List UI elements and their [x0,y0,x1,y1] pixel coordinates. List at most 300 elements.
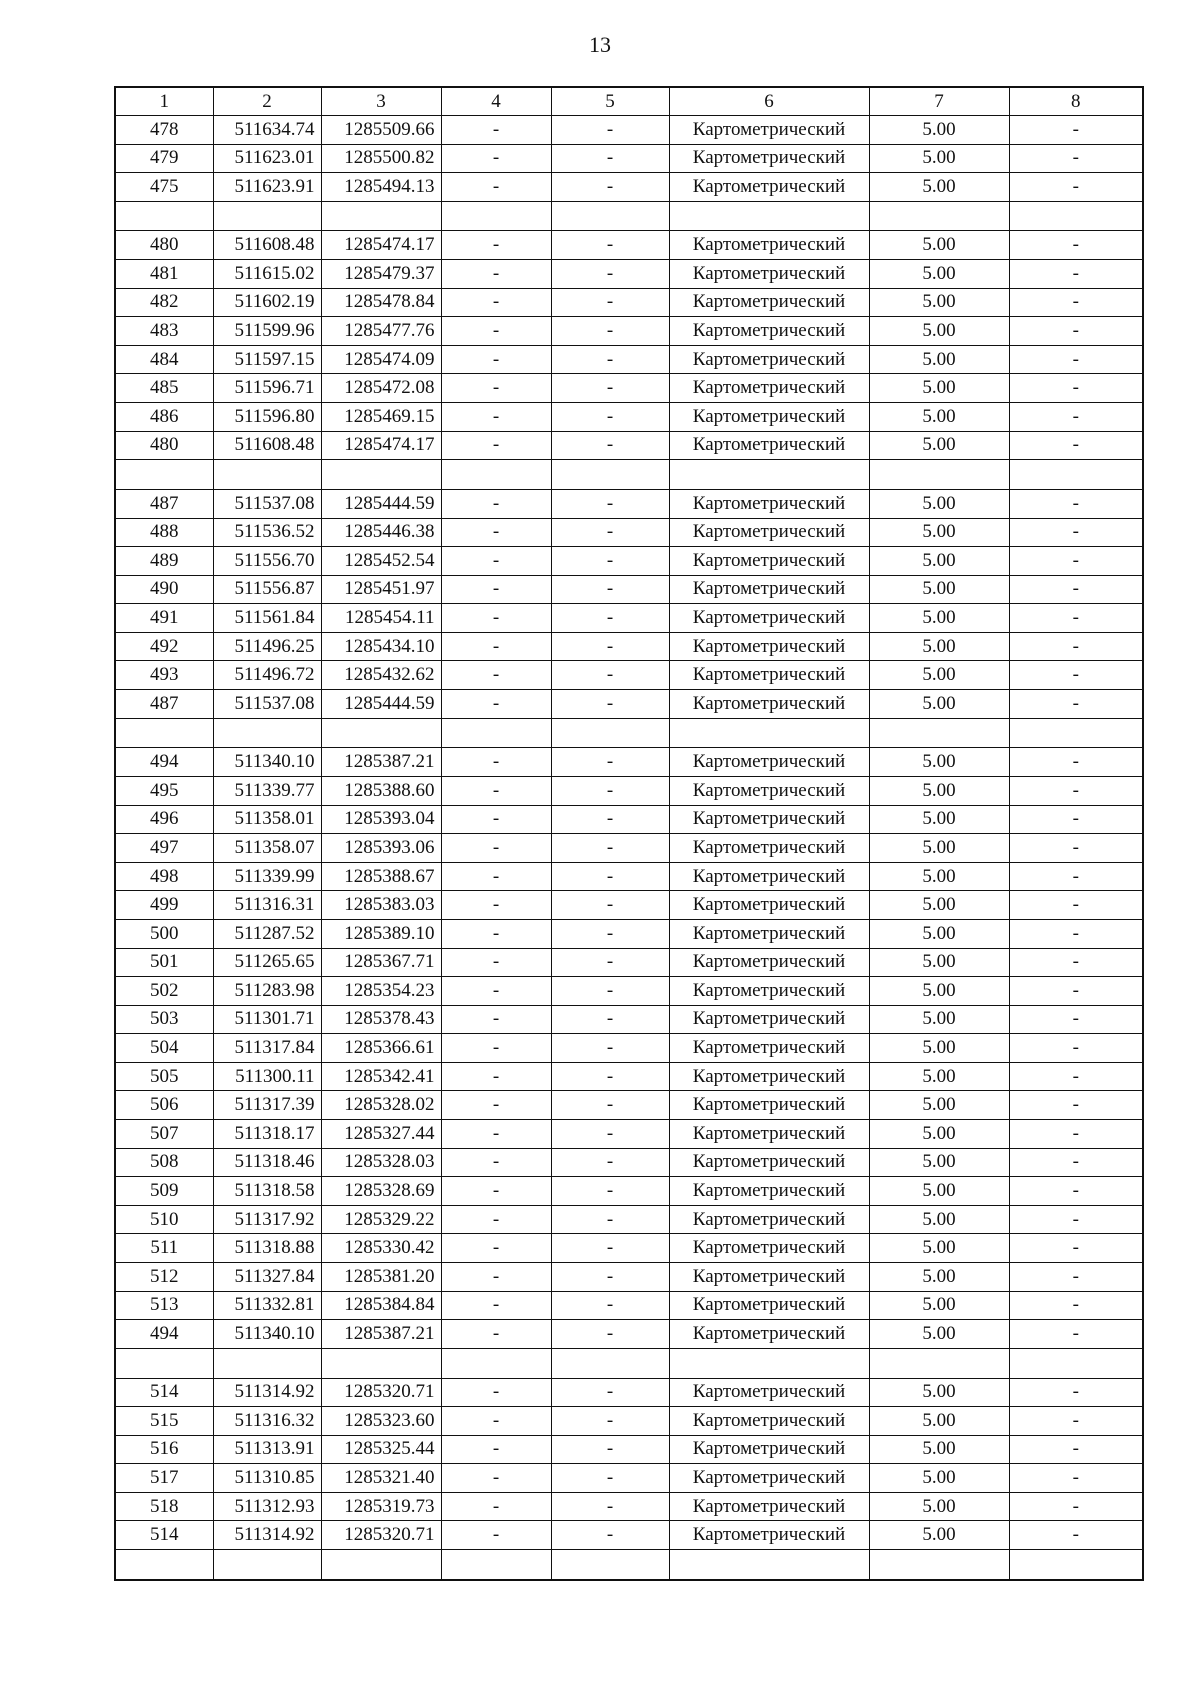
y-coordinate-cell: 1285477.76 [321,317,441,346]
y-coordinate-cell: 1285319.73 [321,1492,441,1521]
y-coordinate-cell: 1285469.15 [321,403,441,432]
empty-cell [441,201,551,231]
y-coordinate-cell: 1285454.11 [321,604,441,633]
point-number-cell: 500 [115,919,213,948]
y-coordinate-cell: 1285479.37 [321,260,441,289]
column-5-cell: - [551,891,669,920]
accuracy-cell: 5.00 [869,891,1009,920]
column-4-cell: - [441,317,551,346]
column-8-cell: - [1009,1492,1143,1521]
x-coordinate-cell: 511313.91 [213,1435,321,1464]
x-coordinate-cell: 511283.98 [213,977,321,1006]
empty-cell [115,718,213,748]
x-coordinate-cell: 511537.08 [213,489,321,518]
table-row [115,1263,1143,1292]
point-number-cell: 493 [115,661,213,690]
method-cell: Картометрический [669,1378,869,1407]
point-number-cell: 483 [115,317,213,346]
point-number-cell: 498 [115,862,213,891]
column-4-cell: - [441,919,551,948]
column-4-cell: - [441,834,551,863]
point-number-cell: 518 [115,1492,213,1521]
point-number-cell: 502 [115,977,213,1006]
method-cell: Картометрический [669,403,869,432]
x-coordinate-cell: 511556.70 [213,547,321,576]
accuracy-cell: 5.00 [869,116,1009,145]
x-coordinate-cell: 511496.25 [213,632,321,661]
empty-cell [321,460,441,490]
y-coordinate-cell: 1285432.62 [321,661,441,690]
column-8-cell: - [1009,231,1143,260]
empty-cell [1009,718,1143,748]
point-number-cell: 497 [115,834,213,863]
table-row [115,1407,1143,1436]
x-coordinate-cell: 511300.11 [213,1062,321,1091]
y-coordinate-cell: 1285330.42 [321,1234,441,1263]
y-coordinate-cell: 1285446.38 [321,518,441,547]
x-coordinate-cell: 511327.84 [213,1263,321,1292]
table-row [115,431,1143,460]
method-cell: Картометрический [669,690,869,719]
column-8-cell: - [1009,1234,1143,1263]
point-number-cell: 481 [115,260,213,289]
column-5-cell: - [551,173,669,202]
accuracy-cell: 5.00 [869,288,1009,317]
x-coordinate-cell: 511358.01 [213,805,321,834]
column-4-cell: - [441,260,551,289]
table-separator-row [115,1550,1143,1580]
x-coordinate-cell: 511332.81 [213,1291,321,1320]
empty-cell [551,201,669,231]
x-coordinate-cell: 511358.07 [213,834,321,863]
column-8-cell: - [1009,345,1143,374]
column-8-cell: - [1009,1521,1143,1550]
accuracy-cell: 5.00 [869,1492,1009,1521]
y-coordinate-cell: 1285393.04 [321,805,441,834]
accuracy-cell: 5.00 [869,489,1009,518]
accuracy-cell: 5.00 [869,1034,1009,1063]
column-8-cell: - [1009,1205,1143,1234]
table-row [115,1291,1143,1320]
method-cell: Картометрический [669,1263,869,1292]
column-5-cell: - [551,1521,669,1550]
method-cell: Картометрический [669,317,869,346]
x-coordinate-cell: 511596.71 [213,374,321,403]
column-4-cell: - [441,374,551,403]
empty-cell [869,201,1009,231]
empty-cell [441,460,551,490]
method-cell: Картометрический [669,345,869,374]
y-coordinate-cell: 1285367.71 [321,948,441,977]
column-4-cell: - [441,231,551,260]
method-cell: Картометрический [669,116,869,145]
table-row [115,547,1143,576]
table-row [115,977,1143,1006]
empty-cell [321,1550,441,1580]
column-8-cell: - [1009,1291,1143,1320]
column-8-cell: - [1009,317,1143,346]
column-5-cell: - [551,805,669,834]
x-coordinate-cell: 511301.71 [213,1005,321,1034]
empty-cell [669,1348,869,1378]
point-number-cell: 487 [115,690,213,719]
empty-cell [115,201,213,231]
x-coordinate-cell: 511597.15 [213,345,321,374]
method-cell: Картометрический [669,1205,869,1234]
y-coordinate-cell: 1285328.69 [321,1177,441,1206]
method-cell: Картометрический [669,374,869,403]
method-cell: Картометрический [669,547,869,576]
accuracy-cell: 5.00 [869,518,1009,547]
accuracy-cell: 5.00 [869,776,1009,805]
y-coordinate-cell: 1285478.84 [321,288,441,317]
point-number-cell: 514 [115,1521,213,1550]
accuracy-cell: 5.00 [869,144,1009,173]
column-4-cell: - [441,891,551,920]
empty-cell [869,1550,1009,1580]
column-8-cell: - [1009,891,1143,920]
table-separator-row [115,201,1143,231]
accuracy-cell: 5.00 [869,1378,1009,1407]
empty-cell [115,1550,213,1580]
table-row [115,1034,1143,1063]
accuracy-cell: 5.00 [869,748,1009,777]
y-coordinate-cell: 1285388.67 [321,862,441,891]
column-5-cell: - [551,144,669,173]
point-number-cell: 484 [115,345,213,374]
y-coordinate-cell: 1285474.17 [321,231,441,260]
table-row [115,1148,1143,1177]
method-cell: Картометрический [669,977,869,1006]
column-5-cell: - [551,604,669,633]
column-8-cell: - [1009,575,1143,604]
column-4-cell: - [441,748,551,777]
empty-cell [213,1550,321,1580]
accuracy-cell: 5.00 [869,1234,1009,1263]
empty-cell [441,1348,551,1378]
method-cell: Картометрический [669,1320,869,1349]
table-row [115,575,1143,604]
method-cell: Картометрический [669,1120,869,1149]
header-cell: 2 [213,87,321,116]
column-8-cell: - [1009,431,1143,460]
column-8-cell: - [1009,1464,1143,1493]
y-coordinate-cell: 1285451.97 [321,575,441,604]
x-coordinate-cell: 511314.92 [213,1521,321,1550]
column-4-cell: - [441,1320,551,1349]
column-8-cell: - [1009,977,1143,1006]
y-coordinate-cell: 1285474.17 [321,431,441,460]
column-8-cell: - [1009,260,1143,289]
point-number-cell: 499 [115,891,213,920]
column-8-cell: - [1009,173,1143,202]
method-cell: Картометрический [669,1091,869,1120]
point-number-cell: 478 [115,116,213,145]
column-5-cell: - [551,661,669,690]
x-coordinate-cell: 511314.92 [213,1378,321,1407]
y-coordinate-cell: 1285328.03 [321,1148,441,1177]
column-4-cell: - [441,977,551,1006]
column-5-cell: - [551,116,669,145]
column-8-cell: - [1009,144,1143,173]
table-row [115,173,1143,202]
column-8-cell: - [1009,1091,1143,1120]
column-8-cell: - [1009,661,1143,690]
accuracy-cell: 5.00 [869,575,1009,604]
x-coordinate-cell: 511316.31 [213,891,321,920]
method-cell: Картометрический [669,231,869,260]
table-row [115,1378,1143,1407]
empty-cell [869,1348,1009,1378]
empty-cell [1009,460,1143,490]
column-8-cell: - [1009,690,1143,719]
accuracy-cell: 5.00 [869,948,1009,977]
method-cell: Картометрический [669,1521,869,1550]
column-4-cell: - [441,403,551,432]
empty-cell [1009,1348,1143,1378]
column-8-cell: - [1009,919,1143,948]
method-cell: Картометрический [669,1407,869,1436]
empty-cell [669,460,869,490]
accuracy-cell: 5.00 [869,834,1009,863]
column-5-cell: - [551,834,669,863]
column-4-cell: - [441,1492,551,1521]
y-coordinate-cell: 1285444.59 [321,690,441,719]
empty-cell [1009,201,1143,231]
column-5-cell: - [551,1291,669,1320]
y-coordinate-cell: 1285325.44 [321,1435,441,1464]
x-coordinate-cell: 511318.88 [213,1234,321,1263]
column-8-cell: - [1009,805,1143,834]
accuracy-cell: 5.00 [869,805,1009,834]
method-cell: Картометрический [669,575,869,604]
column-4-cell: - [441,288,551,317]
method-cell: Картометрический [669,144,869,173]
empty-cell [869,460,1009,490]
y-coordinate-cell: 1285320.71 [321,1378,441,1407]
table-row [115,862,1143,891]
method-cell: Картометрический [669,1005,869,1034]
header-cell: 5 [551,87,669,116]
empty-cell [669,718,869,748]
point-number-cell: 512 [115,1263,213,1292]
column-8-cell: - [1009,948,1143,977]
empty-cell [441,1550,551,1580]
x-coordinate-cell: 511623.01 [213,144,321,173]
accuracy-cell: 5.00 [869,260,1009,289]
column-5-cell: - [551,1120,669,1149]
column-8-cell: - [1009,116,1143,145]
method-cell: Картометрический [669,834,869,863]
column-5-cell: - [551,518,669,547]
column-5-cell: - [551,1407,669,1436]
accuracy-cell: 5.00 [869,862,1009,891]
column-5-cell: - [551,1464,669,1493]
column-8-cell: - [1009,1148,1143,1177]
y-coordinate-cell: 1285474.09 [321,345,441,374]
column-4-cell: - [441,1234,551,1263]
column-5-cell: - [551,1378,669,1407]
column-4-cell: - [441,1263,551,1292]
column-5-cell: - [551,1263,669,1292]
empty-cell [213,718,321,748]
table-row [115,489,1143,518]
method-cell: Картометрический [669,1492,869,1521]
empty-cell [321,201,441,231]
x-coordinate-cell: 511265.65 [213,948,321,977]
point-number-cell: 489 [115,547,213,576]
y-coordinate-cell: 1285321.40 [321,1464,441,1493]
header-cell: 6 [669,87,869,116]
y-coordinate-cell: 1285366.61 [321,1034,441,1063]
column-5-cell: - [551,317,669,346]
y-coordinate-cell: 1285388.60 [321,776,441,805]
x-coordinate-cell: 511608.48 [213,431,321,460]
column-5-cell: - [551,575,669,604]
column-5-cell: - [551,632,669,661]
method-cell: Картометрический [669,862,869,891]
column-5-cell: - [551,977,669,1006]
column-4-cell: - [441,948,551,977]
table-row [115,1005,1143,1034]
column-5-cell: - [551,345,669,374]
column-4-cell: - [441,489,551,518]
column-4-cell: - [441,1091,551,1120]
accuracy-cell: 5.00 [869,1148,1009,1177]
column-8-cell: - [1009,862,1143,891]
empty-cell [551,460,669,490]
point-number-cell: 509 [115,1177,213,1206]
column-4-cell: - [441,661,551,690]
method-cell: Картометрический [669,604,869,633]
column-4-cell: - [441,1291,551,1320]
method-cell: Картометрический [669,288,869,317]
column-4-cell: - [441,604,551,633]
column-4-cell: - [441,1407,551,1436]
empty-cell [321,1348,441,1378]
x-coordinate-cell: 511340.10 [213,1320,321,1349]
method-cell: Картометрический [669,1291,869,1320]
accuracy-cell: 5.00 [869,1091,1009,1120]
table-row [115,604,1143,633]
x-coordinate-cell: 511339.99 [213,862,321,891]
table-row [115,776,1143,805]
accuracy-cell: 5.00 [869,1062,1009,1091]
x-coordinate-cell: 511536.52 [213,518,321,547]
y-coordinate-cell: 1285327.44 [321,1120,441,1149]
point-number-cell: 513 [115,1291,213,1320]
empty-cell [551,718,669,748]
table-body [115,87,1143,1580]
column-5-cell: - [551,1177,669,1206]
method-cell: Картометрический [669,431,869,460]
x-coordinate-cell: 511312.93 [213,1492,321,1521]
x-coordinate-cell: 511608.48 [213,231,321,260]
table-row [115,1177,1143,1206]
table-row [115,317,1143,346]
x-coordinate-cell: 511599.96 [213,317,321,346]
y-coordinate-cell: 1285323.60 [321,1407,441,1436]
column-4-cell: - [441,1435,551,1464]
accuracy-cell: 5.00 [869,1263,1009,1292]
point-number-cell: 486 [115,403,213,432]
column-5-cell: - [551,374,669,403]
column-4-cell: - [441,575,551,604]
column-4-cell: - [441,547,551,576]
column-4-cell: - [441,116,551,145]
column-8-cell: - [1009,518,1143,547]
accuracy-cell: 5.00 [869,1407,1009,1436]
column-4-cell: - [441,1177,551,1206]
accuracy-cell: 5.00 [869,632,1009,661]
point-number-cell: 495 [115,776,213,805]
y-coordinate-cell: 1285434.10 [321,632,441,661]
point-number-cell: 511 [115,1234,213,1263]
table-row [115,834,1143,863]
column-4-cell: - [441,1062,551,1091]
x-coordinate-cell: 511310.85 [213,1464,321,1493]
method-cell: Картометрический [669,1034,869,1063]
table-row [115,690,1143,719]
empty-cell [551,1550,669,1580]
column-8-cell: - [1009,374,1143,403]
point-number-cell: 503 [115,1005,213,1034]
method-cell: Картометрический [669,1148,869,1177]
table-row [115,144,1143,173]
table-row [115,948,1143,977]
accuracy-cell: 5.00 [869,1291,1009,1320]
table-row [115,260,1143,289]
empty-cell [551,1348,669,1378]
table-row [115,1091,1143,1120]
method-cell: Картометрический [669,632,869,661]
method-cell: Картометрический [669,260,869,289]
column-8-cell: - [1009,1407,1143,1436]
point-number-cell: 517 [115,1464,213,1493]
method-cell: Картометрический [669,776,869,805]
accuracy-cell: 5.00 [869,919,1009,948]
x-coordinate-cell: 511287.52 [213,919,321,948]
point-number-cell: 510 [115,1205,213,1234]
column-5-cell: - [551,948,669,977]
empty-cell [869,718,1009,748]
accuracy-cell: 5.00 [869,1120,1009,1149]
column-5-cell: - [551,1148,669,1177]
column-8-cell: - [1009,776,1143,805]
accuracy-cell: 5.00 [869,403,1009,432]
column-4-cell: - [441,862,551,891]
column-8-cell: - [1009,1005,1143,1034]
column-8-cell: - [1009,403,1143,432]
table-row [115,1492,1143,1521]
empty-cell [115,1348,213,1378]
x-coordinate-cell: 511318.46 [213,1148,321,1177]
method-cell: Картометрический [669,948,869,977]
page-number: 13 [589,32,611,57]
x-coordinate-cell: 511317.84 [213,1034,321,1063]
accuracy-cell: 5.00 [869,431,1009,460]
point-number-cell: 501 [115,948,213,977]
x-coordinate-cell: 511602.19 [213,288,321,317]
column-4-cell: - [441,1521,551,1550]
column-8-cell: - [1009,632,1143,661]
column-4-cell: - [441,805,551,834]
y-coordinate-cell: 1285494.13 [321,173,441,202]
accuracy-cell: 5.00 [869,345,1009,374]
column-4-cell: - [441,345,551,374]
column-4-cell: - [441,1120,551,1149]
empty-cell [115,460,213,490]
